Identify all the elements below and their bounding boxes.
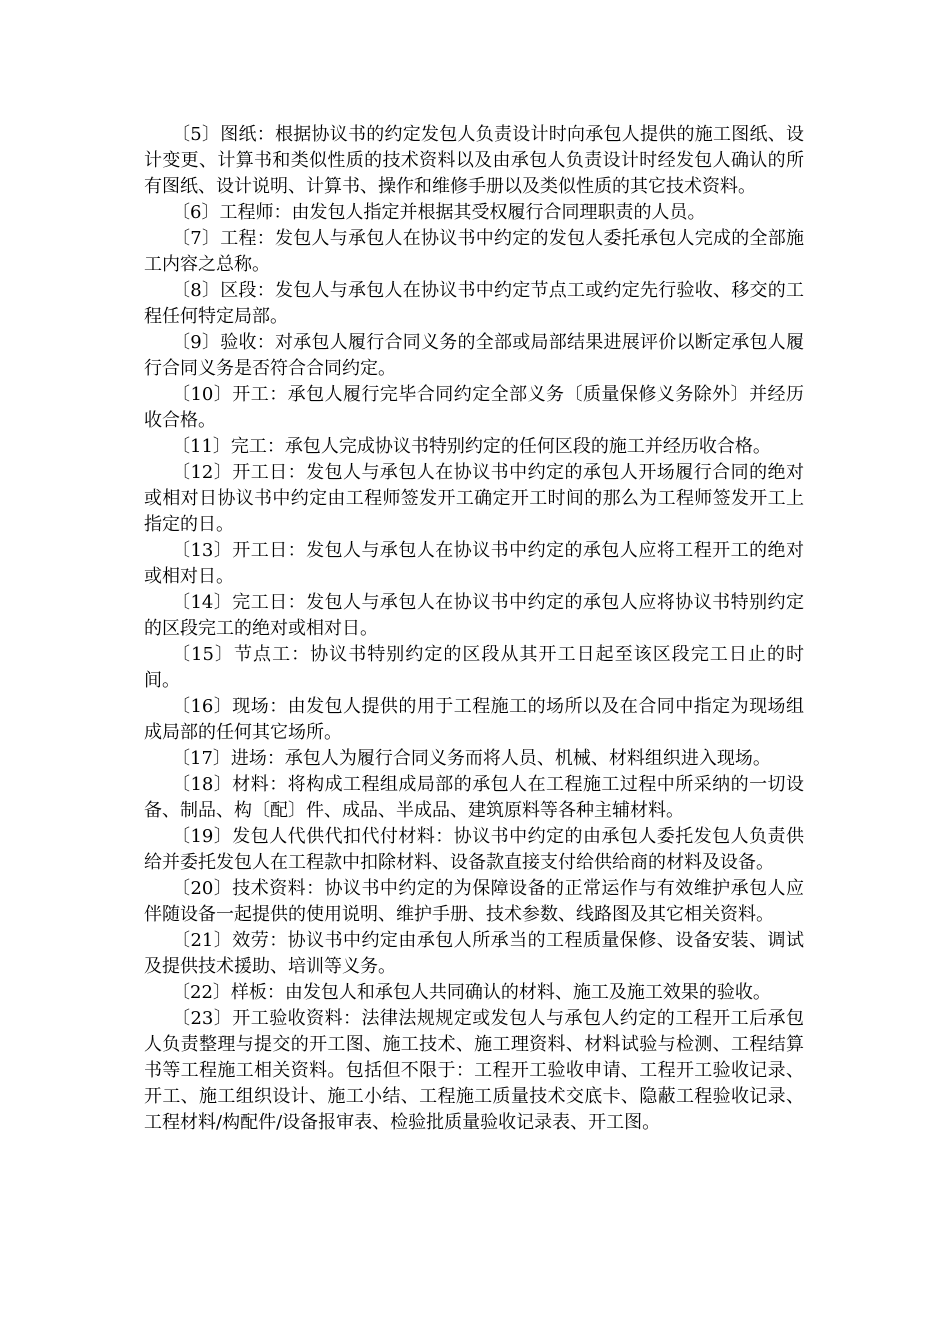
clause-13: 〔13〕开工日：发包人与承包人在协议书中约定的承包人应将工程开工的绝对或相对日。: [144, 540, 804, 587]
clause-11: 〔11〕完工：承包人完成协议书特别约定的任何区段的施工并经历收合格。: [172, 436, 771, 457]
clause-19: 〔19〕发包人代供代扣代付材料：协议书中约定的由承包人委托发包人负责供给并委托发包人在工程款中扣除材料、设备款直接支付给供给商的材料及设备。: [144, 826, 804, 873]
document-body: [144, 122, 804, 1136]
clause-9: 〔9〕验收：对承包人履行合同义务的全部或局部结果进展评价以断定承包人履行合同义务是否符合合同约定。: [144, 332, 804, 379]
clause-10: 〔10〕开工：承包人履行完毕合同约定全部义务〔质量保修义务除外〕并经历收合格。: [144, 384, 804, 431]
clause-5: 〔5〕图纸：根据协议书的约定发包人负责设计时向承包人提供的施工图纸、设计变更、计算书和类似性质的技术资料以及由承包人负责设计时经发包人确认的所有图纸、设计说明、计算书、操作和维修手册以及类似性质的其它技术资料。: [144, 124, 804, 197]
clause-15: 〔15〕节点工：协议书特别约定的区段从其开工日起至该区段完工日止的时间。: [144, 644, 804, 691]
clause-23: 〔23〕开工验收资料：法律法规规定或发包人与承包人约定的工程开工后承包人负责整理与提交的开工图、施工技术、施工理资料、材料试验与检测、工程结算书等工程施工相关资料。包括但不限于：工程开工验收申请、工程开工验收记录、开工、施工组织设计、施工小结、工程施工质量技术交底卡、隐蔽工程验收记录、工程材料/构配件/设备报审表、检验批质量验收记录表、开工图。: [144, 1008, 804, 1133]
clause-21: 〔21〕效劳：协议书中约定由承包人所承当的工程质量保修、设备安装、调试及提供技术援助、培训等义务。: [144, 930, 804, 977]
clause-14: 〔14〕完工日：发包人与承包人在协议书中约定的承包人应将协议书特别约定的区段完工的绝对或相对日。: [144, 592, 804, 639]
clause-8: 〔8〕区段：发包人与承包人在协议书中约定节点工或约定先行验收、移交的工程任何特定局部。: [144, 280, 804, 327]
clause-17: 〔17〕进场：承包人为履行合同义务而将人员、机械、材料组织进入现场。: [172, 748, 771, 769]
clause-22: 〔22〕样板：由发包人和承包人共同确认的材料、施工及施工效果的验收。: [172, 982, 771, 1003]
clause-12: 〔12〕开工日：发包人与承包人在协议书中约定的承包人开场履行合同的绝对或相对日协议书中约定由工程师签发开工确定开工时间的那么为工程师签发开工上指定的日。: [144, 462, 804, 535]
clause-6: 〔6〕工程师：由发包人指定并根据其受权履行合同理职责的人员。: [172, 202, 706, 223]
clause-20: 〔20〕技术资料：协议书中约定的为保障设备的正常运作与有效维护承包人应伴随设备一起提供的使用说明、维护手册、技术参数、线路图及其它相关资料。: [144, 878, 804, 925]
clause-16: 〔16〕现场：由发包人提供的用于工程施工的场所以及在合同中指定为现场组成局部的任何其它场所。: [144, 696, 804, 743]
clause-7: 〔7〕工程：发包人与承包人在协议书中约定的发包人委托承包人完成的全部施工内容之总称。: [144, 228, 804, 275]
clause-18: 〔18〕材料：将构成工程组成局部的承包人在工程施工过程中所采纳的一切设备、制品、构〔配〕件、成品、半成品、建筑原料等各种主辅材料。: [144, 774, 804, 821]
